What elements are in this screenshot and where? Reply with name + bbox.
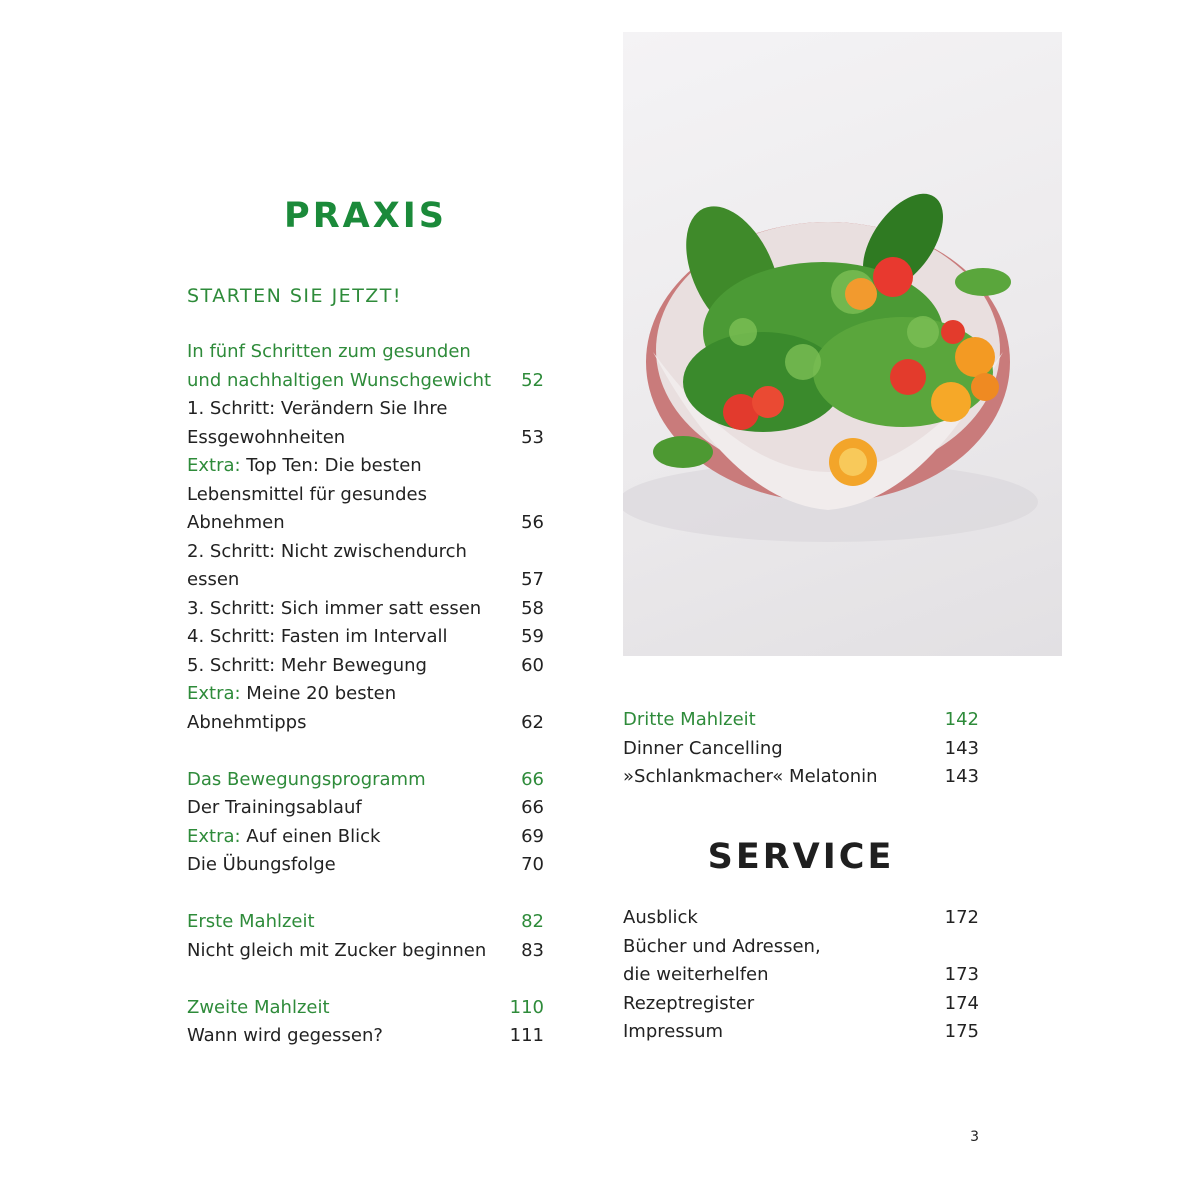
toc-entry-title bbox=[187, 338, 491, 395]
toc-entry-title bbox=[187, 766, 426, 795]
toc-entry-text: Top Ten: Die besten Lebensmittel für gesundes Abnehmen bbox=[187, 455, 427, 533]
toc-entry-page: 58 bbox=[521, 597, 544, 619]
toc-entry bbox=[187, 994, 544, 1023]
toc-entry-page: 174 bbox=[944, 992, 979, 1014]
toc-entry-page: 83 bbox=[521, 939, 544, 961]
toc-entry-page: 173 bbox=[944, 964, 979, 985]
toc-entry-text: Ausblick bbox=[623, 907, 698, 928]
toc-entry-page: 175 bbox=[944, 1021, 979, 1042]
toc-entry bbox=[623, 990, 979, 1019]
toc-entry-title bbox=[623, 763, 878, 792]
toc-entry-text: Meine 20 besten Abnehmtipps bbox=[187, 683, 397, 733]
toc-entry-title bbox=[187, 794, 362, 823]
toc-spacer bbox=[187, 880, 544, 909]
toc-entry-text: Die Übungsfolge bbox=[187, 854, 336, 875]
toc-entry-page: 82 bbox=[521, 911, 544, 932]
toc-entry-page: 69 bbox=[521, 825, 544, 847]
toc-entry-title bbox=[623, 933, 821, 990]
toc-entry bbox=[187, 538, 544, 595]
toc-entry-text: Auf einen Blick bbox=[240, 825, 381, 847]
toc-entry bbox=[187, 1022, 544, 1051]
extra-tag: Extra: bbox=[187, 455, 241, 476]
toc-entry-text: In fünf Schritten zum gesunden und nachhaltigen Wunschgewicht bbox=[187, 341, 492, 391]
toc-entry-text: Wann wird gegessen? bbox=[187, 1025, 383, 1046]
toc-entry-text: Dinner Cancelling bbox=[623, 737, 783, 759]
toc-entry-text: »Schlankmacher« Melatonin bbox=[623, 766, 878, 787]
toc-entry-title bbox=[187, 652, 427, 681]
toc-entry bbox=[623, 904, 979, 933]
toc-entry-title bbox=[187, 623, 448, 652]
toc-entry bbox=[187, 680, 544, 737]
toc-entry bbox=[187, 338, 544, 395]
toc-entry bbox=[623, 763, 979, 792]
toc-entry-text: 5. Schritt: Mehr Bewegung bbox=[187, 654, 427, 676]
extra-tag: Extra: bbox=[187, 825, 241, 847]
toc-entry-page: 57 bbox=[521, 569, 544, 590]
toc-entry bbox=[187, 452, 544, 538]
toc-entry-title bbox=[623, 735, 783, 764]
toc-entry-title bbox=[187, 823, 380, 852]
toc-entry-title bbox=[187, 538, 467, 595]
toc-entry-text: 1. Schritt: Verändern Sie Ihre Essgewohnheiten bbox=[187, 398, 448, 448]
toc-entry-text: Rezeptregister bbox=[623, 992, 755, 1014]
toc-entry-page: 60 bbox=[521, 654, 544, 676]
toc-entry-title bbox=[623, 904, 698, 933]
toc-entry-title bbox=[187, 680, 396, 737]
toc-entry-title bbox=[187, 851, 336, 880]
toc-entry-title bbox=[187, 1022, 383, 1051]
toc-entry-page: 143 bbox=[944, 766, 979, 787]
toc-service-column bbox=[623, 904, 979, 1047]
toc-entry-title bbox=[187, 937, 486, 966]
toc-entry-page: 111 bbox=[509, 1025, 544, 1046]
toc-entry bbox=[623, 735, 979, 764]
toc-entry-page: 70 bbox=[521, 854, 544, 875]
toc-entry-text: 3. Schritt: Sich immer satt essen bbox=[187, 597, 482, 619]
extra-tag: Extra: bbox=[187, 683, 241, 704]
toc-entry bbox=[187, 766, 544, 795]
toc-entry bbox=[623, 933, 979, 990]
toc-entry-title bbox=[187, 994, 330, 1023]
toc-entry bbox=[187, 908, 544, 937]
toc-entry bbox=[187, 823, 544, 852]
toc-entry-title bbox=[623, 1018, 723, 1047]
toc-entry-page: 52 bbox=[521, 369, 544, 391]
toc-entry-page: 142 bbox=[944, 709, 979, 730]
page-number: 3 bbox=[970, 1129, 979, 1145]
toc-entry-page: 110 bbox=[509, 996, 544, 1018]
toc-entry bbox=[187, 395, 544, 452]
toc-entry-page: 59 bbox=[521, 626, 544, 647]
toc-entry-text: Bücher und Adressen, die weiterhelfen bbox=[623, 935, 821, 985]
toc-entry-text: Impressum bbox=[623, 1021, 724, 1042]
toc-spacer bbox=[187, 737, 544, 766]
toc-entry bbox=[187, 794, 544, 823]
toc-entry-text: 2. Schritt: Nicht zwischendurch essen bbox=[187, 540, 467, 590]
toc-entry bbox=[187, 652, 544, 681]
toc-left-column bbox=[187, 338, 544, 1051]
toc-entry-text: 4. Schritt: Fasten im Intervall bbox=[187, 626, 448, 647]
toc-entry-text: Das Bewegungsprogramm bbox=[187, 768, 426, 790]
toc-entry bbox=[187, 937, 544, 966]
toc-spacer bbox=[187, 965, 544, 994]
toc-entry-text: Dritte Mahlzeit bbox=[623, 709, 756, 730]
toc-entry bbox=[187, 595, 544, 624]
toc-entry-page: 172 bbox=[944, 907, 979, 928]
toc-entry-text: Der Trainingsablauf bbox=[187, 797, 362, 818]
toc-entry-title bbox=[187, 395, 448, 452]
toc-entry-page: 66 bbox=[521, 797, 544, 818]
toc-entry-page: 56 bbox=[521, 512, 544, 533]
toc-entry-page: 66 bbox=[521, 768, 544, 790]
salad-bowl-photo bbox=[623, 32, 1062, 656]
praxis-heading: PRAXIS bbox=[284, 196, 447, 236]
toc-entry bbox=[187, 623, 544, 652]
toc-entry bbox=[623, 706, 979, 735]
toc-entry-title bbox=[623, 990, 754, 1019]
toc-entry bbox=[623, 1018, 979, 1047]
toc-entry-title bbox=[623, 706, 756, 735]
toc-entry-page: 62 bbox=[521, 711, 544, 733]
toc-entry-text: Nicht gleich mit Zucker beginnen bbox=[187, 939, 487, 961]
toc-entry-title bbox=[187, 908, 315, 937]
service-heading: SERVICE bbox=[707, 837, 895, 877]
toc-right-column bbox=[623, 706, 979, 792]
toc-entry-title bbox=[187, 452, 427, 538]
toc-entry-page: 143 bbox=[944, 737, 979, 759]
toc-entry-title bbox=[187, 595, 481, 624]
toc-entry-page: 53 bbox=[521, 426, 544, 448]
section-heading: STARTEN SIE JETZT! bbox=[187, 285, 403, 307]
toc-entry-text: Erste Mahlzeit bbox=[187, 911, 315, 932]
toc-entry-text: Zweite Mahlzeit bbox=[187, 996, 330, 1018]
toc-entry bbox=[187, 851, 544, 880]
